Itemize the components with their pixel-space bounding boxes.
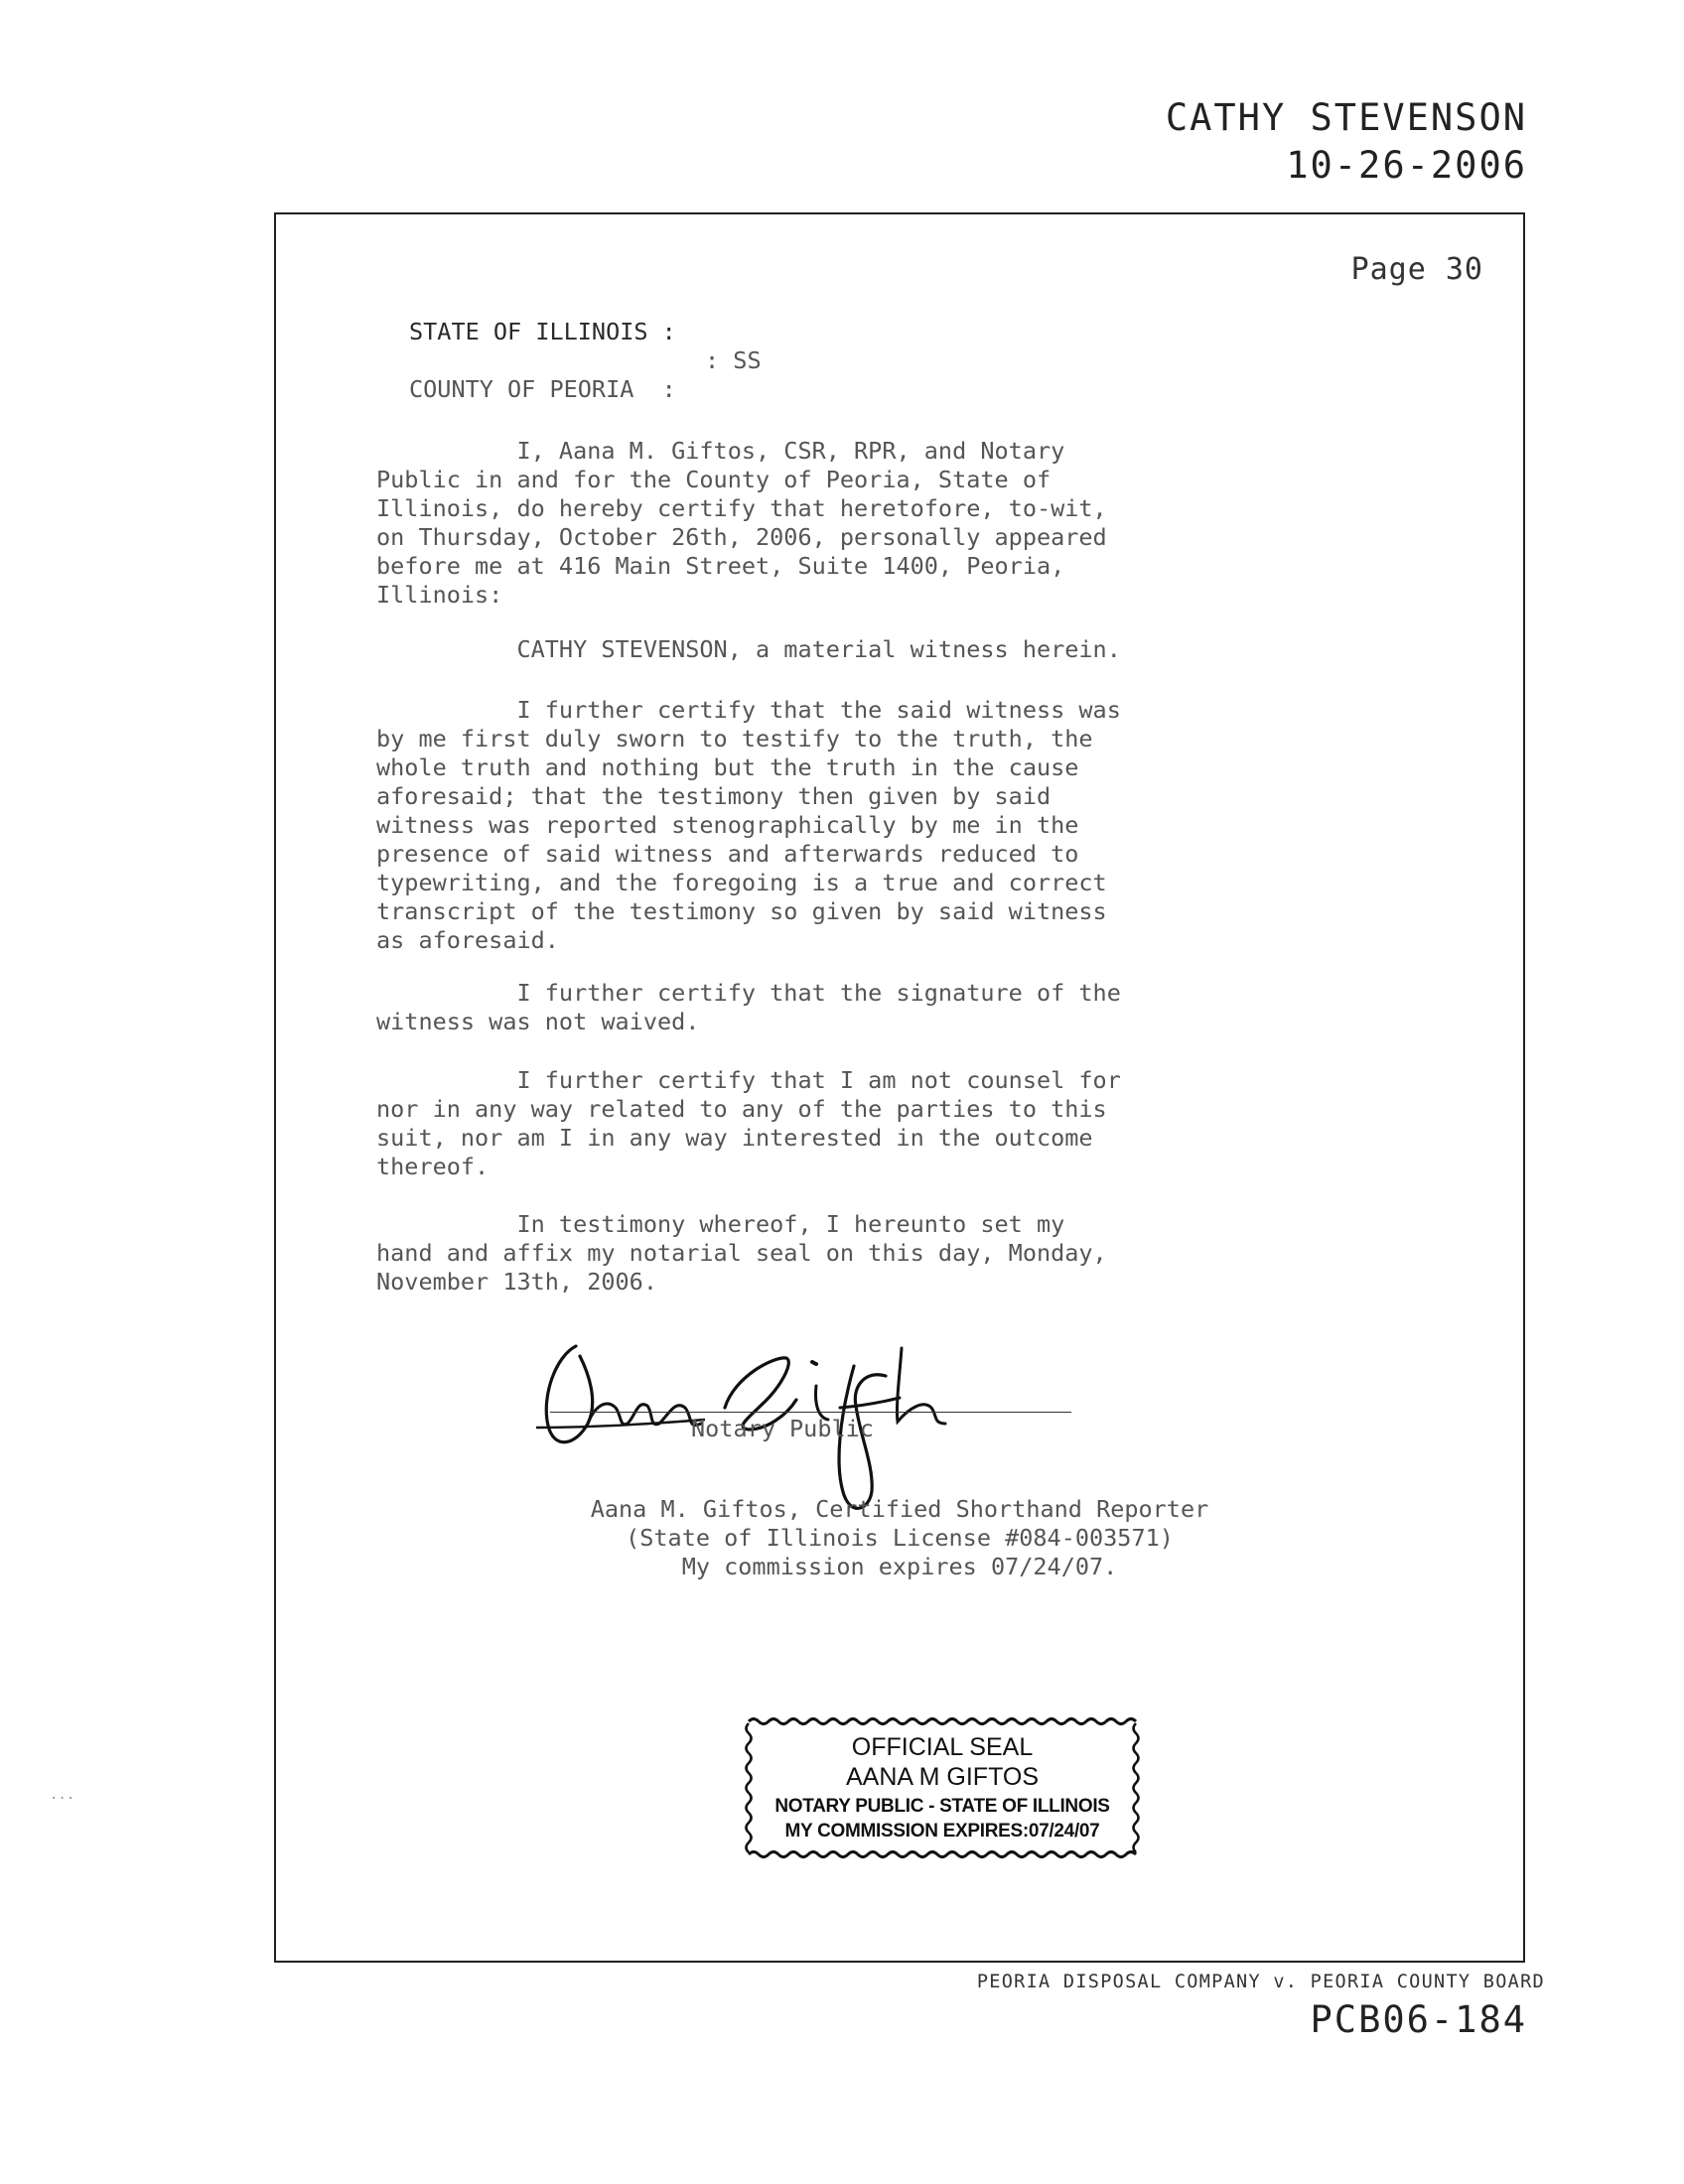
footer-case-number: PCB06-184 [1310, 1998, 1527, 2041]
seal-notary-name: AANA M GIFTOS [845, 1763, 1040, 1791]
witness-paragraph: CATHY STEVENSON, a material witness herein. [376, 635, 1121, 663]
official-seal-stamp [743, 1713, 1142, 1862]
testimony-whereof-paragraph: In testimony whereof, I hereunto set my hand and affix my notarial seal on this day, Monday, November 13th, 2006. [376, 1210, 1107, 1296]
seal-notary-state: NOTARY PUBLIC - STATE OF ILLINOIS [774, 1796, 1110, 1817]
footer-case-title: PEORIA DISPOSAL COMPANY v. PEORIA COUNTY BOARD [976, 1972, 1545, 1992]
stray-mark: ... [50, 1787, 75, 1803]
not-counsel-paragraph: I further certify that I am not counsel for nor in any way related to any of the parties to this suit, nor am I in any way interested in the outcome thereof. [376, 1066, 1121, 1180]
signature-line [550, 1412, 1071, 1413]
seal-commission-expiry: MY COMMISSION EXPIRES:07/24/07 [784, 1821, 1100, 1842]
signature-waived-paragraph: I further certify that the signature of the witness was not waived. [376, 979, 1121, 1035]
page-number: Page 30 [1350, 252, 1483, 287]
seal-title: OFFICIAL SEAL [851, 1733, 1034, 1761]
header-witness-name: CATHY STEVENSON [1165, 96, 1527, 139]
reporter-commission: My commission expires 07/24/07. [681, 1553, 1118, 1580]
caption-state: STATE OF ILLINOIS : [409, 318, 676, 345]
reporter-name: Aana M. Giftos, Certified Shorthand Reporter [590, 1495, 1209, 1523]
reporter-license: (State of Illinois License #084-003571) [626, 1524, 1174, 1552]
caption-county: COUNTY OF PEORIA : [409, 375, 676, 403]
certification-paragraph-1: I, Aana M. Giftos, CSR, RPR, and Notary Public in and for the County of Peoria, State of Illinois, do hereby certify that heretofore, to-wit, on Thursday, October 26th, 2006, personally appeared before me at 416 Main Street, Suite 1400, Peoria, Illinois: [376, 437, 1107, 609]
signature-line-label: Notary Public [691, 1415, 874, 1442]
transcript-page-frame [274, 212, 1525, 1963]
header-date: 10-26-2006 [1286, 144, 1527, 187]
notary-signature [536, 1297, 973, 1525]
sworn-paragraph: I further certify that the said witness was by me first duly sworn to testify to the truth, the whole truth and nothing but the truth in the cause aforesaid; that the testimony then given by said witness was reported stenographically by me in the presence of said witness and afterwards reduced to typewriting, and the foregoing is a true and correct transcript of the testimony so given by said witness as aforesaid. [376, 696, 1121, 954]
caption-ss: : SS [705, 346, 762, 374]
